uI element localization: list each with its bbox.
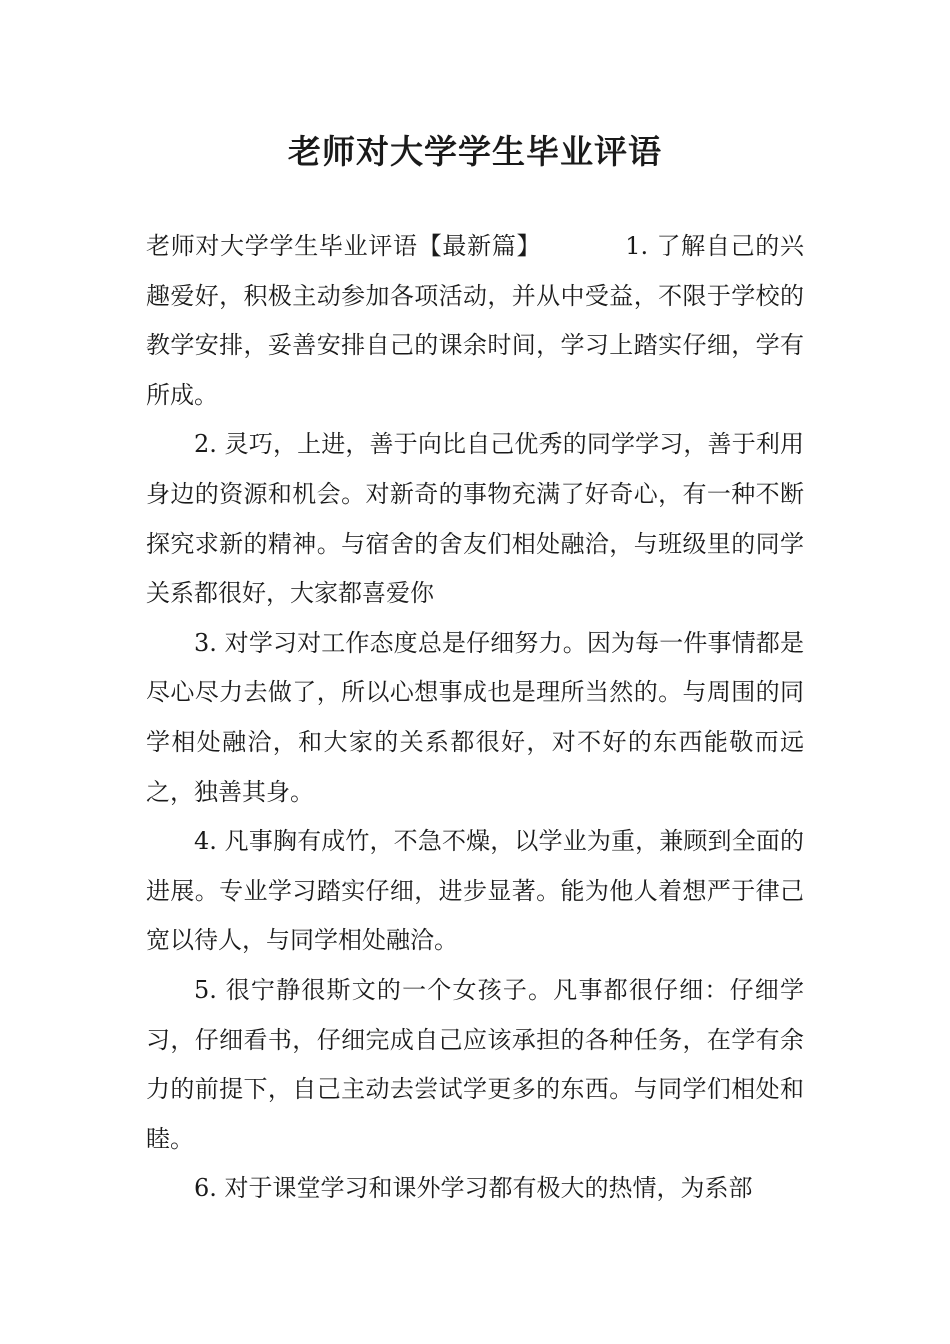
paragraph-3: 3. 对学习对工作态度总是仔细努力。因为每一件事情都是尽心尽力去做了，所以心想事成也是理所当然的。与周围的同学相处融洽，和大家的关系都很好，对不好的东西能敬而远之，独善其身。 — [146, 628, 804, 806]
document-title: 老师对大学学生毕业评语 — [288, 132, 662, 171]
paragraph-1-text: 1. 了解自己的兴趣爱好，积极主动参加各项活动，并从中受益，不限于学校的教学安排，妥善安排自己的课余时间，学习上踏实仔细，学有所成。 — [146, 232, 804, 409]
document-body — [146, 222, 804, 1214]
paragraph-4: 4. 凡事胸有成竹，不急不燥，以学业为重，兼顾到全面的进展。专业学习踏实仔细，进步显著。能为他人着想严于律己宽以待人，与同学相处融洽。 — [146, 827, 804, 955]
paragraph-2: 2. 灵巧，上进，善于向比自己优秀的同学学习，善于利用身边的资源和机会。对新奇的事物充满了好奇心，有一种不断探究求新的精神。与宿舍的舍友们相处融洽，与班级里的同学关系都很好，大家都喜爱你 — [146, 430, 804, 608]
paragraph-6: 6. 对于课堂学习和课外学习都有极大的热情，为系部 — [194, 1174, 753, 1203]
paragraph-1 — [146, 222, 804, 420]
intro-heading: 老师对大学学生毕业评语【最新篇】 — [146, 232, 542, 260]
paragraph-5: 5. 很宁静很斯文的一个女孩子。凡事都很仔细：仔细学习，仔细看书，仔细完成自己应该承担的各种任务，在学有余力的前提下，自己主动去尝试学更多的东西。与同学们相处和睦。 — [146, 975, 804, 1153]
